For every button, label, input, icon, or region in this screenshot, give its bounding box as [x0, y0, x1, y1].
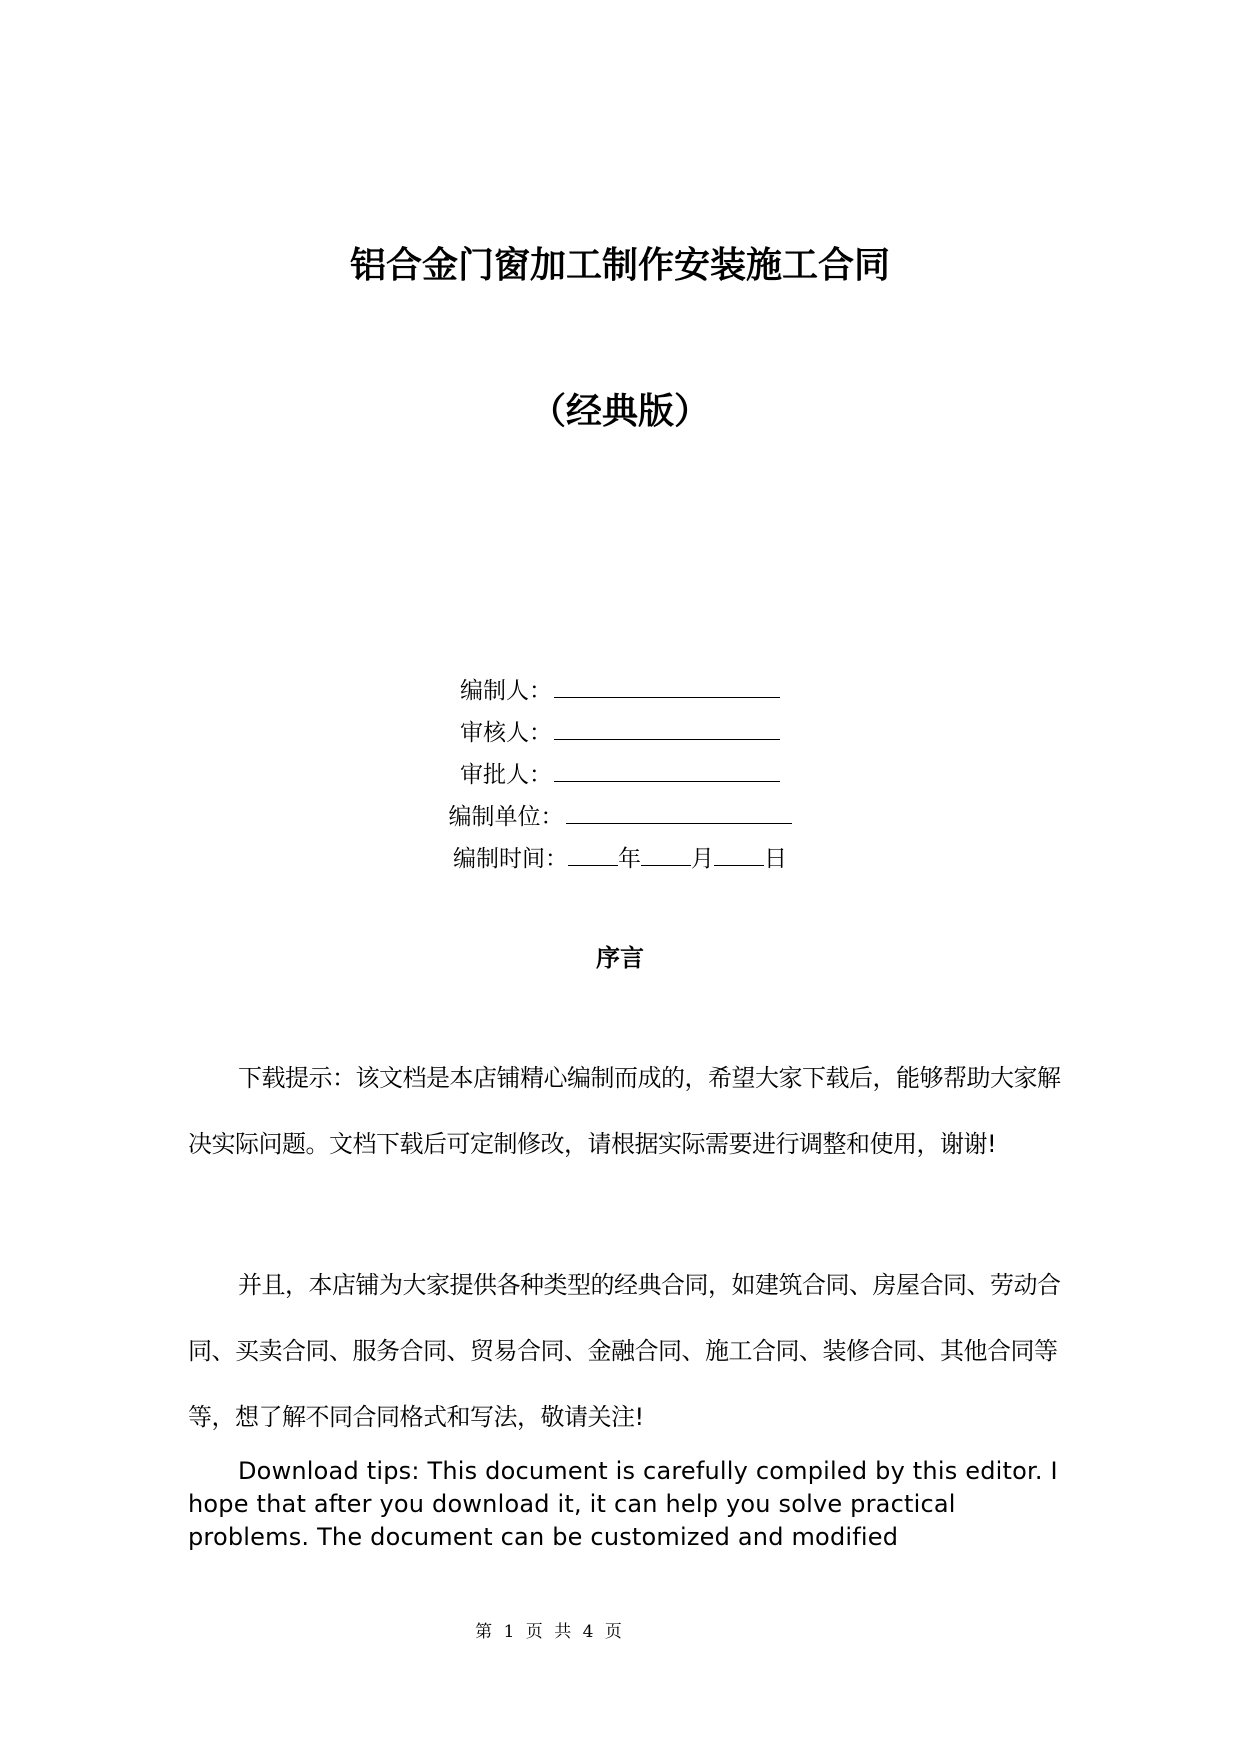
paragraph-download-tip — [188, 1045, 1068, 1177]
month-label: 月 — [691, 846, 714, 872]
reviewer-label: 审核人： — [460, 720, 552, 746]
year-blank-line — [568, 839, 618, 866]
day-blank-line — [714, 839, 764, 866]
paragraph-english-tip — [188, 1455, 1068, 1554]
unit-blank-line — [566, 797, 792, 824]
month-blank-line — [641, 839, 691, 866]
day-label: 日 — [764, 846, 787, 872]
approver-blank-line — [554, 755, 780, 782]
metadata-block — [0, 670, 1240, 880]
time-row — [0, 838, 1240, 880]
compiler-row — [0, 670, 1240, 712]
time-label: 编制时间： — [453, 846, 568, 872]
approver-row — [0, 754, 1240, 796]
paragraph-2-text: 并且，本店铺为大家提供各种类型的经典合同，如建筑合同、房屋合同、劳动合同、买卖合同、服务合同、贸易合同、金融合同、施工合同、装修合同、其他合同等等，想了解不同合同格式和写法，敬请关注! — [188, 1271, 1061, 1431]
preface-heading: 序言 — [596, 944, 644, 972]
reviewer-blank-line — [554, 713, 780, 740]
paragraph-en-text: Download tips: This document is carefully compiled by this editor. I hope that after you download it, it can help you solve practical problems. The document can be customized and modified — [188, 1457, 1058, 1551]
year-label: 年 — [618, 846, 641, 872]
approver-label: 审批人： — [460, 762, 552, 788]
paragraph-contract-types — [188, 1252, 1068, 1450]
paragraph-1-text: 下载提示：该文档是本店铺精心编制而成的，希望大家下载后，能够帮助大家解决实际问题。文档下载后可定制修改，请根据实际需要进行调整和使用，谢谢! — [188, 1064, 1061, 1158]
document-title: 铝合金门窗加工制作安装施工合同 — [349, 244, 890, 286]
page-footer: 第 1 页 共 4 页 — [475, 1622, 625, 1642]
compiler-blank-line — [554, 671, 780, 698]
unit-row — [0, 796, 1240, 838]
unit-label: 编制单位： — [448, 804, 564, 830]
edition-subtitle: （经典版） — [529, 390, 710, 432]
reviewer-row — [0, 712, 1240, 754]
compiler-label: 编制人： — [460, 678, 552, 704]
